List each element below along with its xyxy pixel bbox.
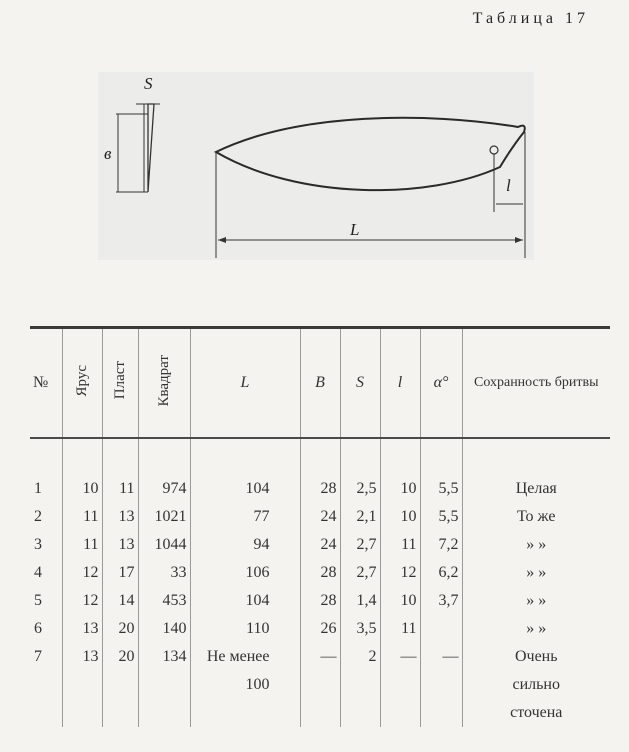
cell-kvadrat: 974 [138, 475, 190, 503]
cell-num: 1 [34, 480, 42, 497]
cell-B: 24 [300, 531, 340, 559]
cell-num: 4 [34, 564, 42, 581]
table-header-row [30, 328, 610, 439]
cell-kvadrat: 1021 [138, 503, 190, 531]
cell-l: 12 [380, 559, 420, 587]
cell-L [190, 699, 300, 727]
cell-empty [138, 671, 190, 699]
razor-drawing [98, 72, 534, 260]
table-row [30, 587, 610, 615]
cell-empty [30, 699, 62, 727]
cell-kvadrat: 33 [138, 559, 190, 587]
cell-S: 2,5 [340, 475, 380, 503]
table-row [30, 643, 610, 671]
cell-yarus: 11 [62, 503, 102, 531]
cell-l: 11 [380, 615, 420, 643]
cell-L: 104 [190, 475, 300, 503]
razor-data-table [30, 326, 610, 727]
cell-plast: 13 [102, 503, 138, 531]
cell-kvadrat: 140 [138, 615, 190, 643]
cell-empty [300, 699, 340, 727]
table-row-continuation [30, 699, 610, 727]
cell-empty [102, 699, 138, 727]
cell-L: 110 [190, 615, 300, 643]
cell-preservation: То же [462, 503, 610, 531]
cell-l: 10 [380, 475, 420, 503]
table-row [30, 503, 610, 531]
cell-kvadrat: 453 [138, 587, 190, 615]
razor-figure [98, 72, 534, 260]
label-b: в [104, 144, 112, 163]
cell-num: 6 [34, 620, 42, 637]
cell-empty [420, 671, 462, 699]
cell-empty [62, 671, 102, 699]
table-row [30, 559, 610, 587]
cell-empty [138, 699, 190, 727]
cell-alpha [420, 615, 462, 643]
cell-L: Не менее [190, 643, 300, 671]
cell-plast: 20 [102, 615, 138, 643]
cell-yarus: 12 [62, 587, 102, 615]
cell-empty [62, 699, 102, 727]
cell-alpha: 7,2 [420, 531, 462, 559]
cell-yarus: 10 [62, 475, 102, 503]
cell-empty [340, 699, 380, 727]
header-preservation: Сохранность бритвы [462, 328, 610, 439]
cell-plast: 13 [102, 531, 138, 559]
cell-l: 11 [380, 531, 420, 559]
cell-preservation: сильно [462, 671, 610, 699]
cell-alpha: — [420, 643, 462, 671]
cell-S: 2,7 [340, 559, 380, 587]
cell-B: 26 [300, 615, 340, 643]
cell-plast: 14 [102, 587, 138, 615]
cell-kvadrat: 1044 [138, 531, 190, 559]
cell-preservation: » » [462, 587, 610, 615]
table-row [30, 615, 610, 643]
table-row [30, 475, 610, 503]
cell-B: 28 [300, 559, 340, 587]
cell-empty [380, 699, 420, 727]
cell-preservation: » » [462, 559, 610, 587]
cell-L: 77 [190, 503, 300, 531]
cell-l: — [380, 643, 420, 671]
cell-l: 10 [380, 587, 420, 615]
table-title: Таблица 17 [472, 10, 589, 27]
cell-preservation: » » [462, 615, 610, 643]
cell-preservation: » » [462, 531, 610, 559]
table-spacer-row [30, 438, 610, 475]
cell-l: 10 [380, 503, 420, 531]
cell-plast: 11 [102, 475, 138, 503]
cell-plast: 20 [102, 643, 138, 671]
cell-S: 2,1 [340, 503, 380, 531]
cell-yarus: 12 [62, 559, 102, 587]
header-yarus: Ярус [62, 328, 102, 439]
header-plast: Пласт [102, 328, 138, 439]
cell-num: 7 [34, 648, 42, 665]
cell-S: 1,4 [340, 587, 380, 615]
cell-empty [380, 671, 420, 699]
cell-yarus: 11 [62, 531, 102, 559]
cell-L: 94 [190, 531, 300, 559]
header-B: B [300, 328, 340, 439]
cell-alpha: 6,2 [420, 559, 462, 587]
cell-S: 2 [340, 643, 380, 671]
header-kvadrat: Квадрат [138, 328, 190, 439]
label-s: S [144, 74, 153, 93]
cell-B: 24 [300, 503, 340, 531]
cell-empty [340, 671, 380, 699]
label-l-small: l [506, 176, 511, 195]
table-row [30, 531, 610, 559]
cell-S: 3,5 [340, 615, 380, 643]
cell-num: 2 [34, 508, 42, 525]
cell-alpha: 3,7 [420, 587, 462, 615]
cell-L: 106 [190, 559, 300, 587]
cell-B: 28 [300, 475, 340, 503]
cell-yarus: 13 [62, 615, 102, 643]
cell-preservation: сточена [462, 699, 610, 727]
cell-empty [300, 671, 340, 699]
cell-B: — [300, 643, 340, 671]
cell-empty [30, 671, 62, 699]
cell-num: 5 [34, 592, 42, 609]
cell-B: 28 [300, 587, 340, 615]
table-row-continuation [30, 671, 610, 699]
cell-S: 2,7 [340, 531, 380, 559]
cell-num: 3 [34, 536, 42, 553]
cell-plast: 17 [102, 559, 138, 587]
cell-alpha: 5,5 [420, 475, 462, 503]
cell-alpha: 5,5 [420, 503, 462, 531]
header-L: L [190, 328, 300, 439]
cell-kvadrat: 134 [138, 643, 190, 671]
header-l: l [380, 328, 420, 439]
cell-L: 100 [190, 671, 300, 699]
cell-empty [420, 699, 462, 727]
header-S: S [340, 328, 380, 439]
cell-yarus: 13 [62, 643, 102, 671]
cell-L: 104 [190, 587, 300, 615]
header-num: № [30, 328, 62, 439]
label-L-big: L [350, 220, 360, 239]
cell-preservation: Целая [462, 475, 610, 503]
cell-empty [102, 671, 138, 699]
header-alpha: α° [420, 328, 462, 439]
cell-preservation: Очень [462, 643, 610, 671]
